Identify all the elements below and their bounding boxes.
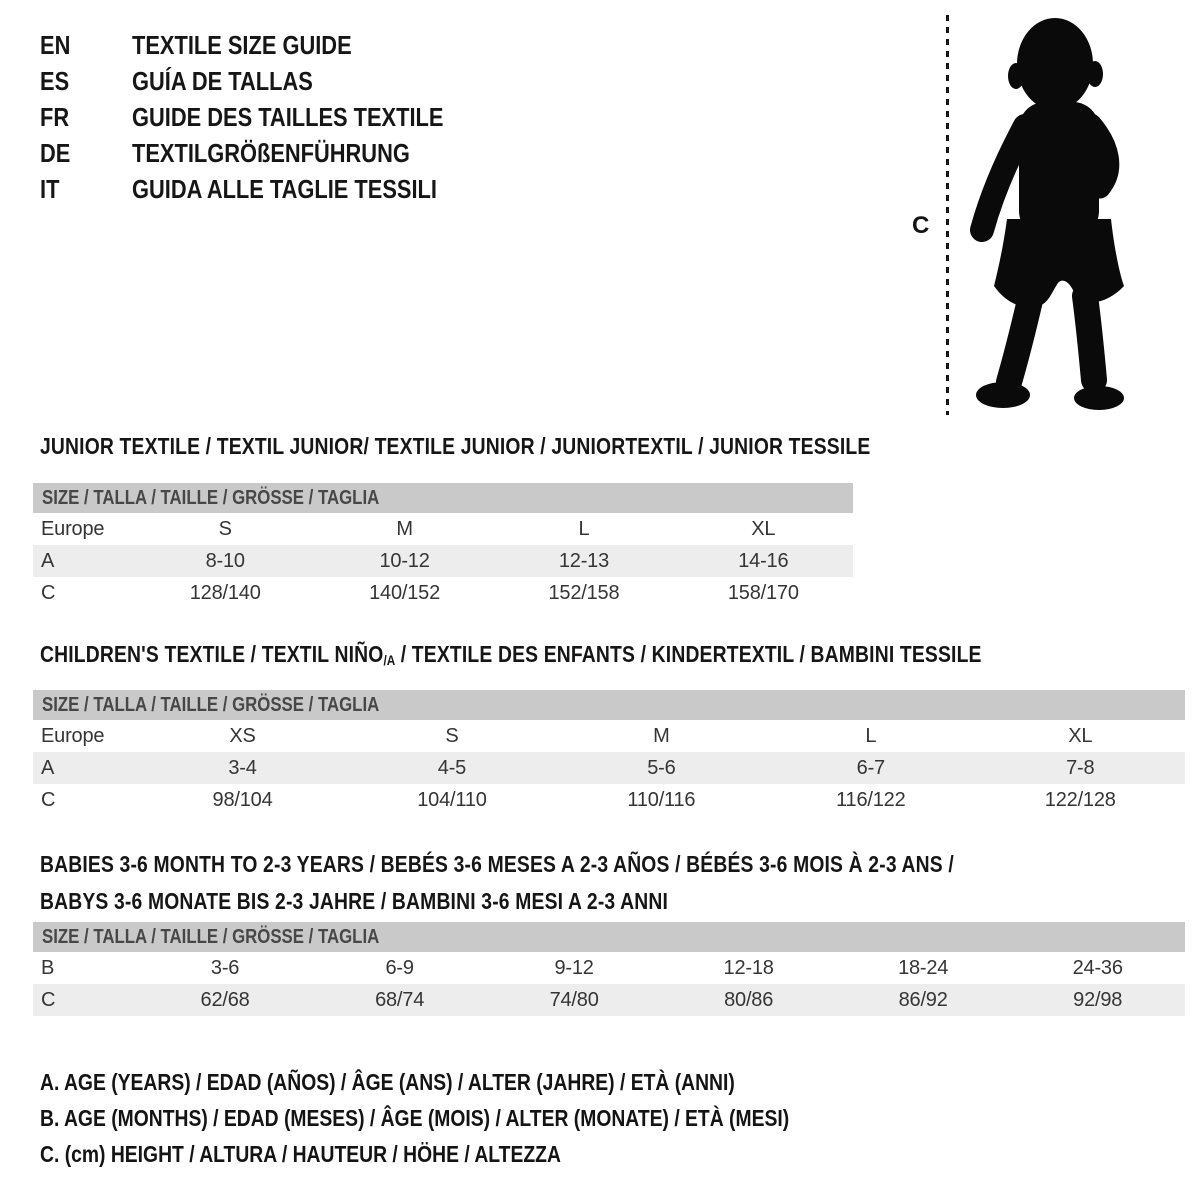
- table-row-months: [33, 952, 1185, 984]
- row-label: Europe: [41, 517, 105, 540]
- row-label: C: [41, 988, 56, 1011]
- table-row-europe: [33, 513, 853, 545]
- nino-a-subscript: /A: [383, 652, 396, 668]
- language-row: [40, 27, 600, 63]
- height-cell: 86/92: [898, 988, 948, 1011]
- height-cell: 116/122: [836, 788, 906, 811]
- height-cell: 110/116: [627, 788, 696, 811]
- height-cell: 128/140: [189, 581, 261, 604]
- age-cell: 6-7: [856, 756, 885, 779]
- size-cell: XL: [1068, 724, 1093, 747]
- age-cell: 10-12: [379, 549, 430, 572]
- language-list: [40, 27, 600, 207]
- language-title: TEXTILGRÖßENFÜHRUNG: [132, 137, 410, 168]
- row-label: A: [41, 756, 55, 779]
- language-code: FR: [40, 101, 70, 132]
- months-cell: 24-36: [1072, 956, 1123, 979]
- row-label: A: [41, 549, 55, 572]
- babies-table: [33, 952, 1185, 1016]
- language-row: [40, 135, 600, 171]
- language-code: DE: [40, 137, 71, 168]
- height-cell: 158/170: [727, 581, 799, 604]
- months-cell: 3-6: [210, 956, 240, 979]
- table-row-height: [33, 784, 1185, 816]
- language-code: IT: [40, 173, 60, 204]
- size-cell: S: [445, 724, 459, 747]
- size-cell: S: [218, 517, 232, 540]
- table-row-height: [33, 577, 853, 609]
- language-title: GUIDA ALLE TAGLIE TESSILI: [132, 173, 437, 204]
- height-cell: 122/128: [1044, 788, 1116, 811]
- language-row: [40, 63, 600, 99]
- height-cell: 80/86: [724, 988, 774, 1011]
- months-cell: 12-18: [723, 956, 774, 979]
- table-row-height: [33, 984, 1185, 1016]
- junior-size-table: [33, 483, 853, 609]
- height-dashed-line: [946, 15, 949, 415]
- language-title: GUIDE DES TAILLES TEXTILE: [132, 101, 444, 132]
- children-size-table: [33, 690, 1185, 816]
- section-title-babies: BABIES 3-6 MONTH TO 2-3 YEARS / BEBÉS 3-6 MESES A 2-3 AÑOS / BÉBÉS 3-6 MOIS À 2-3 ANS / BABYS 3-6 MONATE BIS 2-3 JAHRE / BAMBINI 3-6 MESI A 2-3 ANNI: [40, 851, 954, 914]
- months-cell: 9-12: [554, 956, 594, 979]
- language-code: EN: [40, 29, 71, 60]
- size-cell: L: [865, 724, 877, 747]
- row-label: C: [41, 581, 56, 604]
- figure-height-label: C: [912, 212, 930, 239]
- row-label: C: [41, 788, 56, 811]
- months-cell: 18-24: [898, 956, 949, 979]
- size-header-bar: SIZE / TALLA / TAILLE / GRÖSSE / TAGLIA: [33, 690, 1185, 720]
- size-header-bar: SIZE / TALLA / TAILLE / GRÖSSE / TAGLIA: [33, 922, 1185, 952]
- height-cell: 92/98: [1073, 988, 1123, 1011]
- table-row-age: [33, 752, 1185, 784]
- section-title-children: CHILDREN'S TEXTILE / TEXTIL NIÑO/A / TEXTILE DES ENFANTS / KINDERTEXTIL / BAMBINI TESSILE: [40, 641, 982, 668]
- height-cell: 98/104: [212, 788, 273, 811]
- language-code: ES: [40, 65, 70, 96]
- size-cell: M: [653, 724, 670, 747]
- children-table: [33, 720, 1185, 816]
- age-cell: 5-6: [647, 756, 676, 779]
- size-cell: L: [578, 517, 590, 540]
- language-title: TEXTILE SIZE GUIDE: [132, 29, 352, 60]
- height-cell: 68/74: [375, 988, 425, 1011]
- height-cell: 140/152: [369, 581, 441, 604]
- language-row: [40, 99, 600, 135]
- height-cell: 62/68: [200, 988, 250, 1011]
- age-cell: 12-13: [558, 549, 610, 572]
- size-cell: XL: [751, 517, 776, 540]
- age-cell: 7-8: [1066, 756, 1095, 779]
- months-cell: 6-9: [385, 956, 414, 979]
- language-title: GUÍA DE TALLAS: [132, 65, 313, 96]
- size-cell: M: [396, 517, 413, 540]
- age-cell: 14-16: [738, 549, 789, 572]
- age-cell: 8-10: [205, 549, 245, 572]
- section-title-junior: JUNIOR TEXTILE / TEXTIL JUNIOR/ TEXTILE JUNIOR / JUNIORTEXTIL / JUNIOR TESSILE: [40, 433, 871, 459]
- height-cell: 74/80: [549, 988, 599, 1011]
- table-row-europe: [33, 720, 1185, 752]
- junior-table: [33, 513, 853, 609]
- babies-size-table: [33, 922, 1185, 1016]
- row-label: B: [41, 956, 55, 979]
- age-cell: 4-5: [437, 756, 467, 779]
- table-row-age: [33, 545, 853, 577]
- size-header-bar: SIZE / TALLA / TAILLE / GRÖSSE / TAGLIA: [33, 483, 853, 513]
- baby-silhouette-icon: [963, 14, 1141, 416]
- legend-line-a: A. AGE (YEARS) / EDAD (AÑOS) / ÂGE (ANS) / ALTER (JAHRE) / ETÀ (ANNI): [40, 1069, 735, 1095]
- size-cell: XS: [229, 724, 256, 747]
- row-label: Europe: [41, 724, 105, 747]
- age-cell: 3-4: [228, 756, 257, 779]
- height-cell: 152/158: [548, 581, 620, 604]
- language-row: [40, 171, 600, 207]
- legend: [40, 1064, 932, 1172]
- legend-line-b: B. AGE (MONTHS) / EDAD (MESES) / ÂGE (MOIS) / ALTER (MONATE) / ETÀ (MESI): [40, 1105, 790, 1131]
- legend-line-c: C. (cm) HEIGHT / ALTURA / HAUTEUR / HÖHE / ALTEZZA: [40, 1141, 561, 1167]
- height-cell: 104/110: [417, 788, 487, 811]
